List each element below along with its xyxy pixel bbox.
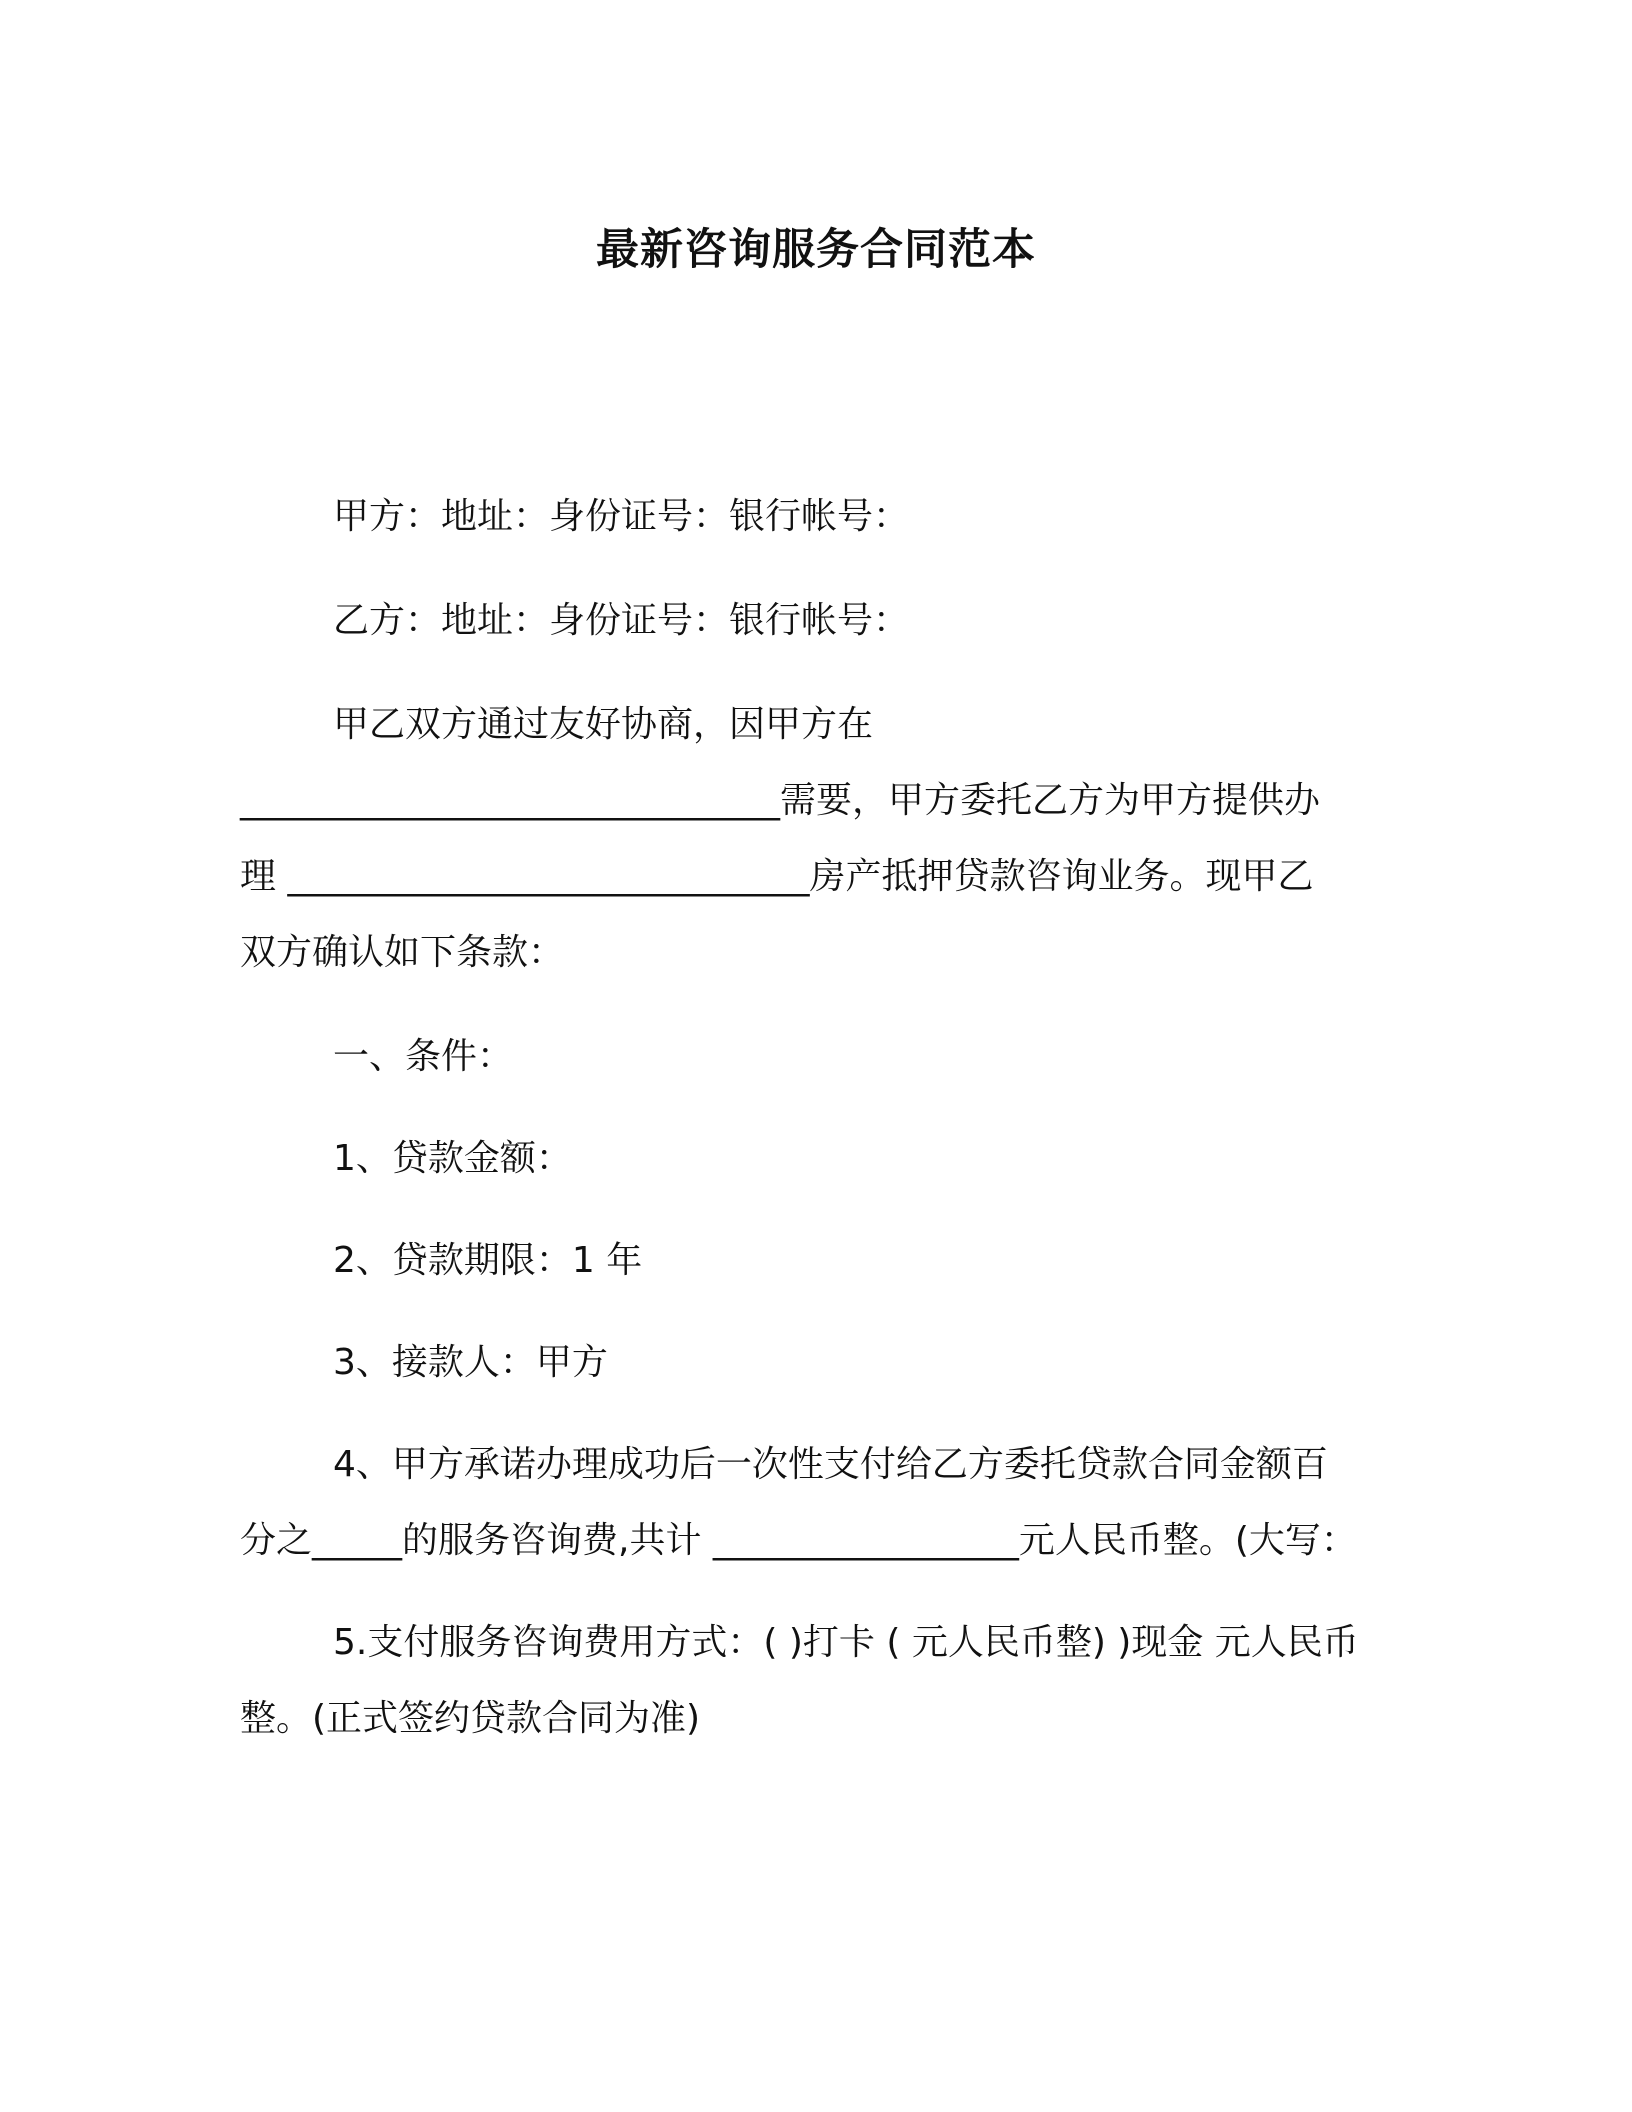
clause-5-line-1: 5.支付服务咨询费用方式：( )打卡 ( 元人民币整) )现金 元人民币 (333, 1622, 1359, 1663)
preamble-line-3: 理 _____________________________房产抵押贷款咨询业务。现甲乙 (240, 856, 1314, 897)
preamble-line-2: ______________________________需要，甲方委托乙方为甲方提供办 (240, 780, 1321, 821)
clause-2-loan-term: 2、贷款期限：1 年 (333, 1240, 643, 1281)
preamble-line-1: 甲乙双方通过友好协商，因甲方在 (333, 704, 874, 745)
clause-4-line-1: 4、甲方承诺办理成功后一次性支付给乙方委托贷款合同金额百 (333, 1444, 1328, 1485)
clause-4-line-2: 分之_____的服务咨询费,共计 _________________元人民币整。(大写： (240, 1520, 1357, 1561)
clause-5-line-2: 整。(正式签约贷款合同为准) (240, 1698, 701, 1739)
section-heading-conditions: 一、条件： (333, 1036, 514, 1077)
clause-1-loan-amount: 1、贷款金额： (333, 1138, 572, 1179)
clause-3-recipient: 3、接款人：甲方 (333, 1342, 608, 1383)
preamble-line-4: 双方确认如下条款： (240, 932, 565, 973)
party-b-info: 乙方：地址：身份证号：银行帐号： (333, 600, 910, 641)
party-a-info: 甲方：地址：身份证号：银行帐号： (333, 496, 910, 537)
document-title: 最新咨询服务合同范本 (596, 225, 1036, 275)
